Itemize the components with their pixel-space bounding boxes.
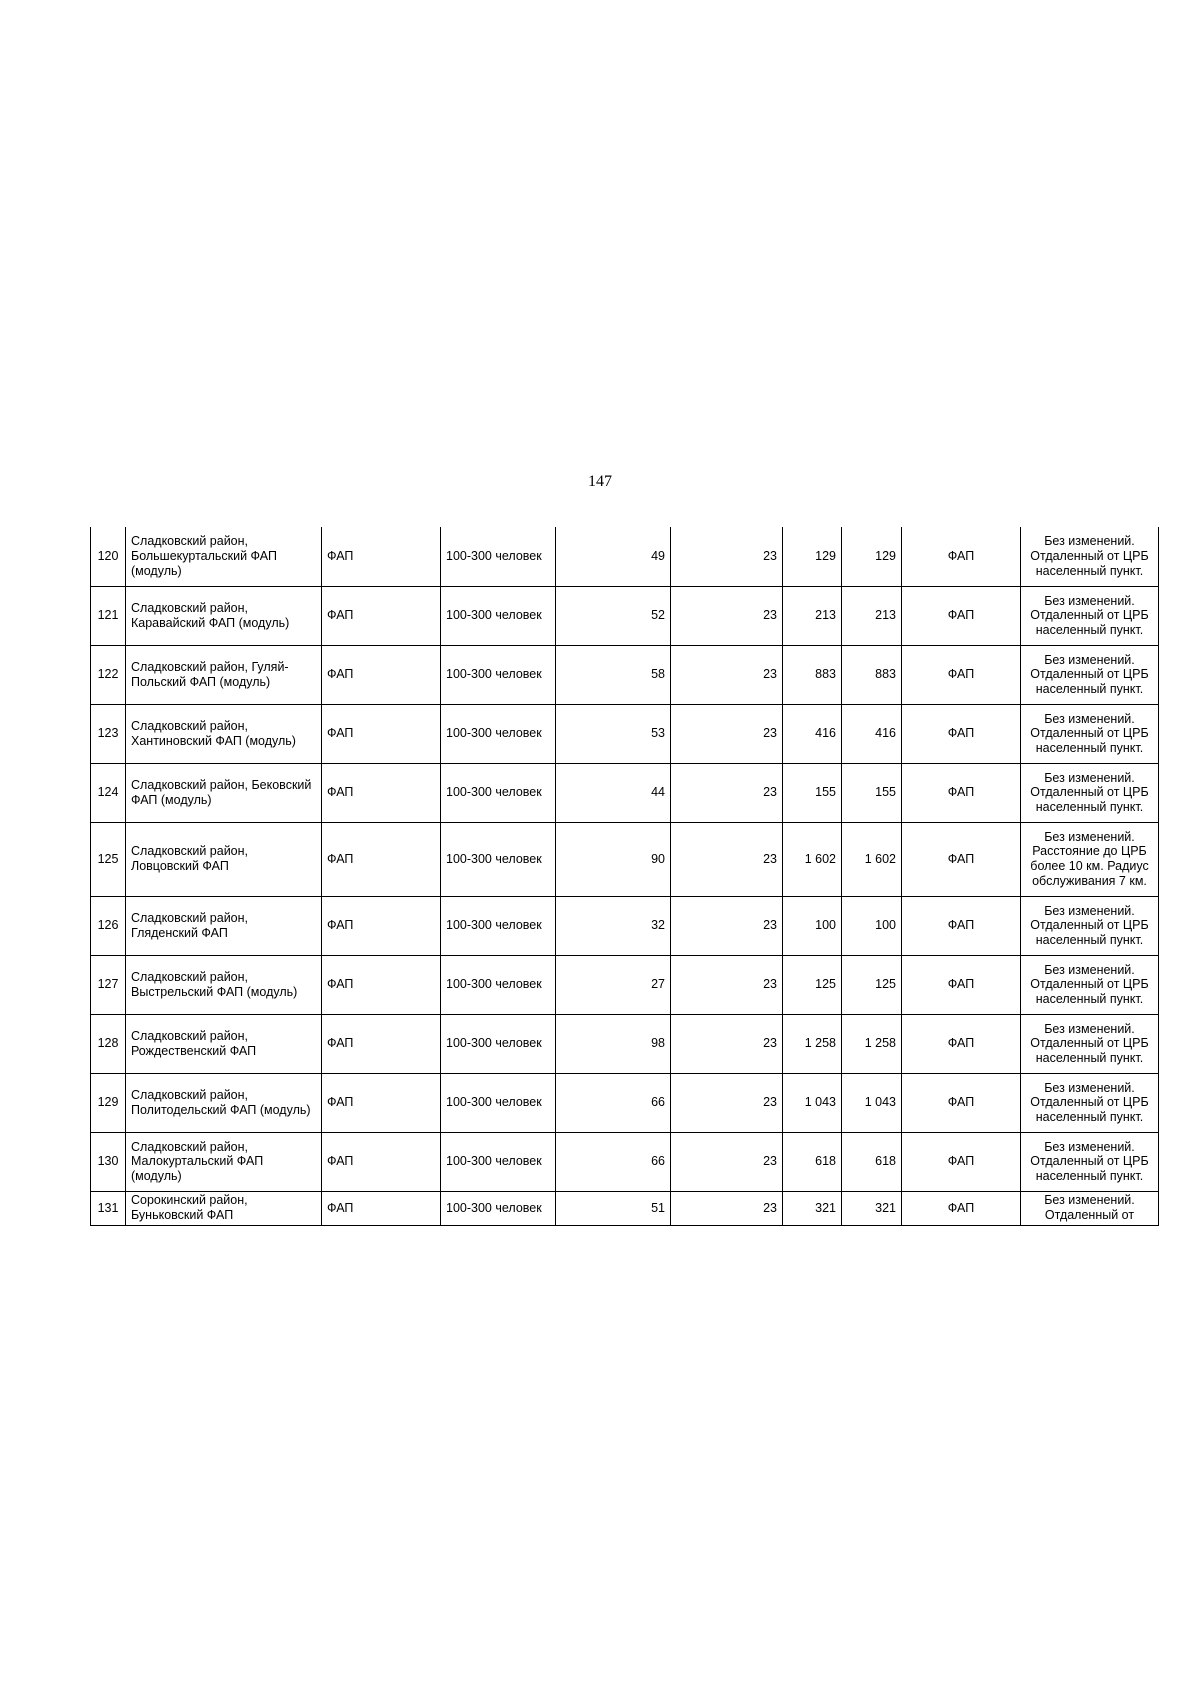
note-cell: Без изменений. Отдаленный от ЦРБ населенный пункт. [1021,955,1159,1014]
value-cell: 618 [783,1132,842,1191]
value-cell: 416 [842,704,902,763]
facility-name: Сладковский район, Бековский ФАП (модуль) [126,763,322,822]
population-range: 100-300 человек [441,955,556,1014]
population-range: 100-300 человек [441,1132,556,1191]
row-number: 124 [91,763,126,822]
population-range: 100-300 человек [441,1073,556,1132]
value-cell: 66 [556,1073,671,1132]
facility-name: Сладковский район, Каравайский ФАП (модуль) [126,586,322,645]
row-number: 121 [91,586,126,645]
facility-type: ФАП [322,1132,441,1191]
population-range: 100-300 человек [441,704,556,763]
planned-facility-type: ФАП [902,763,1021,822]
note-cell: Без изменений. Отдаленный от ЦРБ населенный пункт. [1021,763,1159,822]
facility-name: Сладковский район, Хантиновский ФАП (модуль) [126,704,322,763]
value-cell: 1 258 [842,1014,902,1073]
facility-type: ФАП [322,763,441,822]
value-cell: 23 [671,586,783,645]
value-cell: 49 [556,527,671,586]
value-cell: 23 [671,763,783,822]
facility-name: Сладковский район, Политодельский ФАП (модуль) [126,1073,322,1132]
planned-facility-type: ФАП [902,645,1021,704]
value-cell: 23 [671,645,783,704]
note-cell: Без изменений. Отдаленный от ЦРБ населенный пункт. [1021,704,1159,763]
value-cell: 23 [671,955,783,1014]
facility-type: ФАП [322,896,441,955]
facility-type: ФАП [322,1073,441,1132]
value-cell: 213 [783,586,842,645]
table-row [91,586,1159,645]
planned-facility-type: ФАП [902,1014,1021,1073]
value-cell: 27 [556,955,671,1014]
value-cell: 321 [783,1191,842,1225]
table-row [91,1014,1159,1073]
value-cell: 51 [556,1191,671,1225]
facility-name: Сладковский район, Большекуртальский ФАП (модуль) [126,527,322,586]
note-cell: Без изменений. Расстояние до ЦРБ более 10 км. Радиус обслуживания 7 км. [1021,822,1159,896]
value-cell: 321 [842,1191,902,1225]
table-row [91,645,1159,704]
page-number: 147 [588,473,612,490]
table-row [91,896,1159,955]
note-cell: Без изменений. Отдаленный от ЦРБ населенный пункт. [1021,645,1159,704]
value-cell: 416 [783,704,842,763]
population-range: 100-300 человек [441,896,556,955]
facility-name: Сладковский район, Рождественский ФАП [126,1014,322,1073]
table-row [91,955,1159,1014]
value-cell: 1 043 [783,1073,842,1132]
table-row [91,527,1159,586]
row-number: 130 [91,1132,126,1191]
population-range: 100-300 человек [441,645,556,704]
population-range: 100-300 человек [441,1014,556,1073]
value-cell: 32 [556,896,671,955]
facility-type: ФАП [322,1014,441,1073]
row-number: 122 [91,645,126,704]
value-cell: 100 [842,896,902,955]
table-row [91,1191,1159,1225]
note-cell: Без изменений. Отдаленный от [1021,1191,1159,1225]
value-cell: 52 [556,586,671,645]
planned-facility-type: ФАП [902,1191,1021,1225]
row-number: 127 [91,955,126,1014]
table-row [91,763,1159,822]
value-cell: 23 [671,896,783,955]
facility-name: Сладковский район, Гляденский ФАП [126,896,322,955]
population-range: 100-300 человек [441,763,556,822]
planned-facility-type: ФАП [902,1073,1021,1132]
value-cell: 23 [671,1132,783,1191]
value-cell: 90 [556,822,671,896]
value-cell: 53 [556,704,671,763]
value-cell: 44 [556,763,671,822]
value-cell: 1 602 [783,822,842,896]
facility-type: ФАП [322,586,441,645]
table-row [91,704,1159,763]
planned-facility-type: ФАП [902,586,1021,645]
value-cell: 58 [556,645,671,704]
planned-facility-type: ФАП [902,896,1021,955]
planned-facility-type: ФАП [902,704,1021,763]
note-cell: Без изменений. Отдаленный от ЦРБ населенный пункт. [1021,1014,1159,1073]
planned-facility-type: ФАП [902,527,1021,586]
value-cell: 1 258 [783,1014,842,1073]
value-cell: 1 602 [842,822,902,896]
value-cell: 125 [842,955,902,1014]
facility-name: Сладковский район, Гуляй-Польский ФАП (модуль) [126,645,322,704]
row-number: 128 [91,1014,126,1073]
population-range: 100-300 человек [441,586,556,645]
value-cell: 23 [671,1073,783,1132]
facility-name: Сладковский район, Малокуртальский ФАП (модуль) [126,1132,322,1191]
facility-type: ФАП [322,645,441,704]
facility-name: Сладковский район, Выстрельский ФАП (модуль) [126,955,322,1014]
facility-table [90,527,1159,1226]
note-cell: Без изменений. Отдаленный от ЦРБ населенный пункт. [1021,1132,1159,1191]
facility-type: ФАП [322,1191,441,1225]
facility-type: ФАП [322,955,441,1014]
value-cell: 23 [671,527,783,586]
value-cell: 618 [842,1132,902,1191]
row-number: 131 [91,1191,126,1225]
table-body [91,527,1159,1225]
value-cell: 23 [671,1014,783,1073]
row-number: 123 [91,704,126,763]
table-row [91,1132,1159,1191]
facility-name: Сорокинский район, Буньковский ФАП [126,1191,322,1225]
value-cell: 155 [783,763,842,822]
note-cell: Без изменений. Отдаленный от ЦРБ населенный пункт. [1021,586,1159,645]
planned-facility-type: ФАП [902,1132,1021,1191]
value-cell: 883 [783,645,842,704]
facility-type: ФАП [322,704,441,763]
value-cell: 125 [783,955,842,1014]
value-cell: 1 043 [842,1073,902,1132]
planned-facility-type: ФАП [902,822,1021,896]
value-cell: 98 [556,1014,671,1073]
population-range: 100-300 человек [441,527,556,586]
value-cell: 66 [556,1132,671,1191]
value-cell: 883 [842,645,902,704]
row-number: 125 [91,822,126,896]
value-cell: 23 [671,822,783,896]
population-range: 100-300 человек [441,1191,556,1225]
value-cell: 129 [783,527,842,586]
table-row [91,822,1159,896]
note-cell: Без изменений. Отдаленный от ЦРБ населенный пункт. [1021,1073,1159,1132]
facility-type: ФАП [322,822,441,896]
population-range: 100-300 человек [441,822,556,896]
value-cell: 100 [783,896,842,955]
row-number: 129 [91,1073,126,1132]
value-cell: 23 [671,1191,783,1225]
note-cell: Без изменений. Отдаленный от ЦРБ населенный пункт. [1021,527,1159,586]
table-row [91,1073,1159,1132]
planned-facility-type: ФАП [902,955,1021,1014]
value-cell: 129 [842,527,902,586]
row-number: 126 [91,896,126,955]
facility-type: ФАП [322,527,441,586]
value-cell: 155 [842,763,902,822]
note-cell: Без изменений. Отдаленный от ЦРБ населенный пункт. [1021,896,1159,955]
value-cell: 213 [842,586,902,645]
value-cell: 23 [671,704,783,763]
facility-name: Сладковский район, Ловцовский ФАП [126,822,322,896]
row-number: 120 [91,527,126,586]
